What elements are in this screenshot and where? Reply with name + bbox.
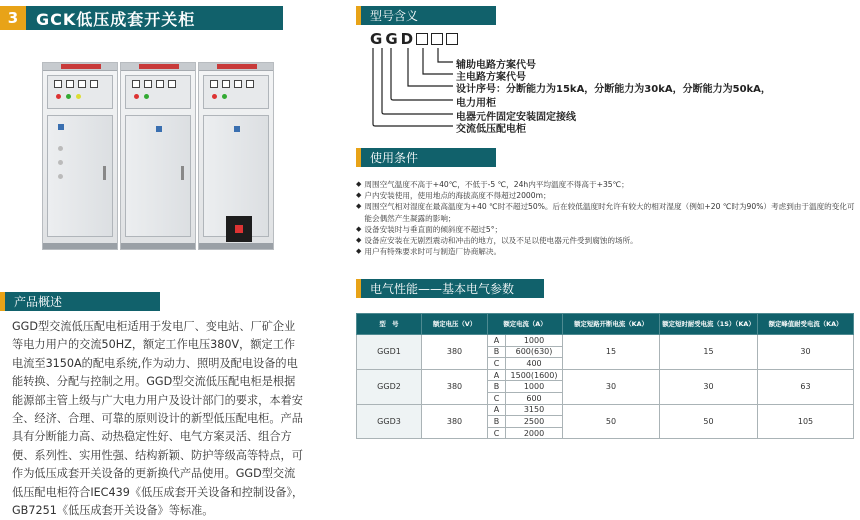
code-placeholder-box <box>446 33 458 45</box>
table-header-row <box>357 314 854 335</box>
cabinet-unit-right <box>198 62 274 250</box>
condition-item: ◆ 设备应安装在无剧烈震动和冲击的地方，以及不足以使电器元件受到腐蚀的场所。 <box>356 236 638 246</box>
model-line-power-cabinet: 电力用柜 <box>456 98 496 109</box>
cell-current: 3150 <box>506 404 563 416</box>
header-breaking: 额定短路开断电流（KA） <box>563 314 660 335</box>
table-row <box>357 404 854 416</box>
code-letter: G <box>385 30 399 48</box>
model-line-main-circuit: 主电路方案代号 <box>456 72 526 83</box>
cell-breaking: 15 <box>563 335 660 370</box>
cell-short-time: 30 <box>660 369 758 404</box>
section-title: GCK低压成套开关柜 <box>36 9 196 29</box>
cell-grade: B <box>488 381 506 393</box>
cell-voltage: 380 <box>422 369 488 404</box>
cell-current: 1500(1600) <box>506 369 563 381</box>
model-line-ac-lv-cabinet: 交流低压配电柜 <box>456 124 526 135</box>
cell-grade: B <box>488 416 506 428</box>
cell-grade: C <box>488 358 506 370</box>
cell-grade: A <box>488 404 506 416</box>
model-line-fixed-install: 电器元件固定安装固定接线 <box>456 112 576 123</box>
cell-short-time: 15 <box>660 335 758 370</box>
header-current: 额定电流（A） <box>488 314 563 335</box>
code-letter: D <box>400 30 415 48</box>
cell-peak: 63 <box>758 369 854 404</box>
cell-peak: 30 <box>758 335 854 370</box>
cell-grade: C <box>488 427 506 439</box>
cell-current: 600(630) <box>506 346 563 358</box>
conditions-tag-label: 使用条件 <box>370 151 419 165</box>
cell-grade: A <box>488 369 506 381</box>
overview-tag <box>0 292 160 311</box>
code-placeholder-box <box>416 33 428 45</box>
cell-breaking: 30 <box>563 369 660 404</box>
cell-grade: B <box>488 346 506 358</box>
header-short-time: 额定短时耐受电流（1S）（KA） <box>660 314 758 335</box>
model-line-design-serial: 设计序号：分断能力为15kA，分断能力为30kA，分断能力为50kA， <box>456 84 771 95</box>
electrical-params-table <box>356 313 854 439</box>
conditions-tag <box>356 148 496 167</box>
electrical-tag-label: 电气性能——基本电气参数 <box>370 282 515 296</box>
code-letter: G <box>370 30 384 48</box>
cell-peak: 105 <box>758 404 854 439</box>
condition-item: ◆ 户内安装使用，使用地点的海拔高度不得超过2000m； <box>356 191 551 201</box>
electrical-tag <box>356 279 544 298</box>
condition-item: ◆ 设备安装时与垂直面的倾斜度不超过5°； <box>356 224 503 234</box>
cell-current: 2500 <box>506 416 563 428</box>
overview-tag-label: 产品概述 <box>14 295 63 309</box>
cell-voltage: 380 <box>422 335 488 370</box>
cabinet-unit-middle <box>120 62 196 250</box>
cabinet-illustration <box>42 56 278 252</box>
cell-model: GGD2 <box>357 369 422 404</box>
cell-model: GGD1 <box>357 335 422 370</box>
cell-current: 600 <box>506 392 563 404</box>
condition-item: ◆ 周围空气温度不高于+40℃，不低于-5 ℃，24h内平均温度不得高于+35℃； <box>356 180 629 189</box>
cell-voltage: 380 <box>422 404 488 439</box>
condition-item: ◆ 周围空气相对湿度在最高温度为+40 ℃时不超过50%。后在较低温度时允许有较大的相对湿度（例如+20 ℃时为90%）考虑到由于温度的变化可能会偶然产生凝露的影响； <box>356 202 855 223</box>
code-placeholder-box <box>431 33 443 45</box>
header-model: 型 号 <box>357 314 422 335</box>
cell-short-time: 50 <box>660 404 758 439</box>
model-line-aux-circuit: 辅助电路方案代号 <box>456 60 536 71</box>
section-number: 3 <box>0 6 26 30</box>
conditions-list <box>356 179 856 257</box>
model-code-bracket-lines <box>365 46 455 132</box>
cell-model: GGD3 <box>357 404 422 439</box>
cabinet-unit-left <box>42 62 118 250</box>
table-row <box>357 335 854 347</box>
cell-current: 1000 <box>506 381 563 393</box>
cell-breaking: 50 <box>563 404 660 439</box>
model-meaning-tag-label: 型号含义 <box>370 9 419 23</box>
cell-current: 2000 <box>506 427 563 439</box>
cell-current: 1000 <box>506 335 563 347</box>
header-peak: 额定峰值耐受电流（KA） <box>758 314 854 335</box>
overview-text: GGD型交流低压配电柜适用于发电厂、变电站、厂矿企业等电力用户的交流50HZ，额定工作电压380V，额定工作电流至3150A的配电系统,作为动力、照明及配电设备的电能转换、分配与控制之用。GGD型交流低压配电柜是根据能源部主管上级与广大电力用户及设计部门的要求，本着安全、经济、合理、可靠的原则设计的新型低压配电柜。产品具有分断能力高、动热稳定性好、电气方案灵活、组合方便、系列性、实用性强、结构新颖、防护等级高等特点，可作为低压成套开关设备的更新换代产品使用。GGD型交流低压配电柜符合IEC439《低压成套开关设备和控制设备》，GB7251《低压成套开关设备》等标准。 <box>12 320 304 518</box>
condition-item: ◆ 用户有特殊要求时可与制造厂协商解决。 <box>356 247 502 257</box>
cell-grade: C <box>488 392 506 404</box>
header-voltage: 额定电压（V） <box>422 314 488 335</box>
model-meaning-tag <box>356 6 496 25</box>
cell-current: 400 <box>506 358 563 370</box>
cell-grade: A <box>488 335 506 347</box>
section-header <box>0 6 283 30</box>
table-row <box>357 369 854 381</box>
